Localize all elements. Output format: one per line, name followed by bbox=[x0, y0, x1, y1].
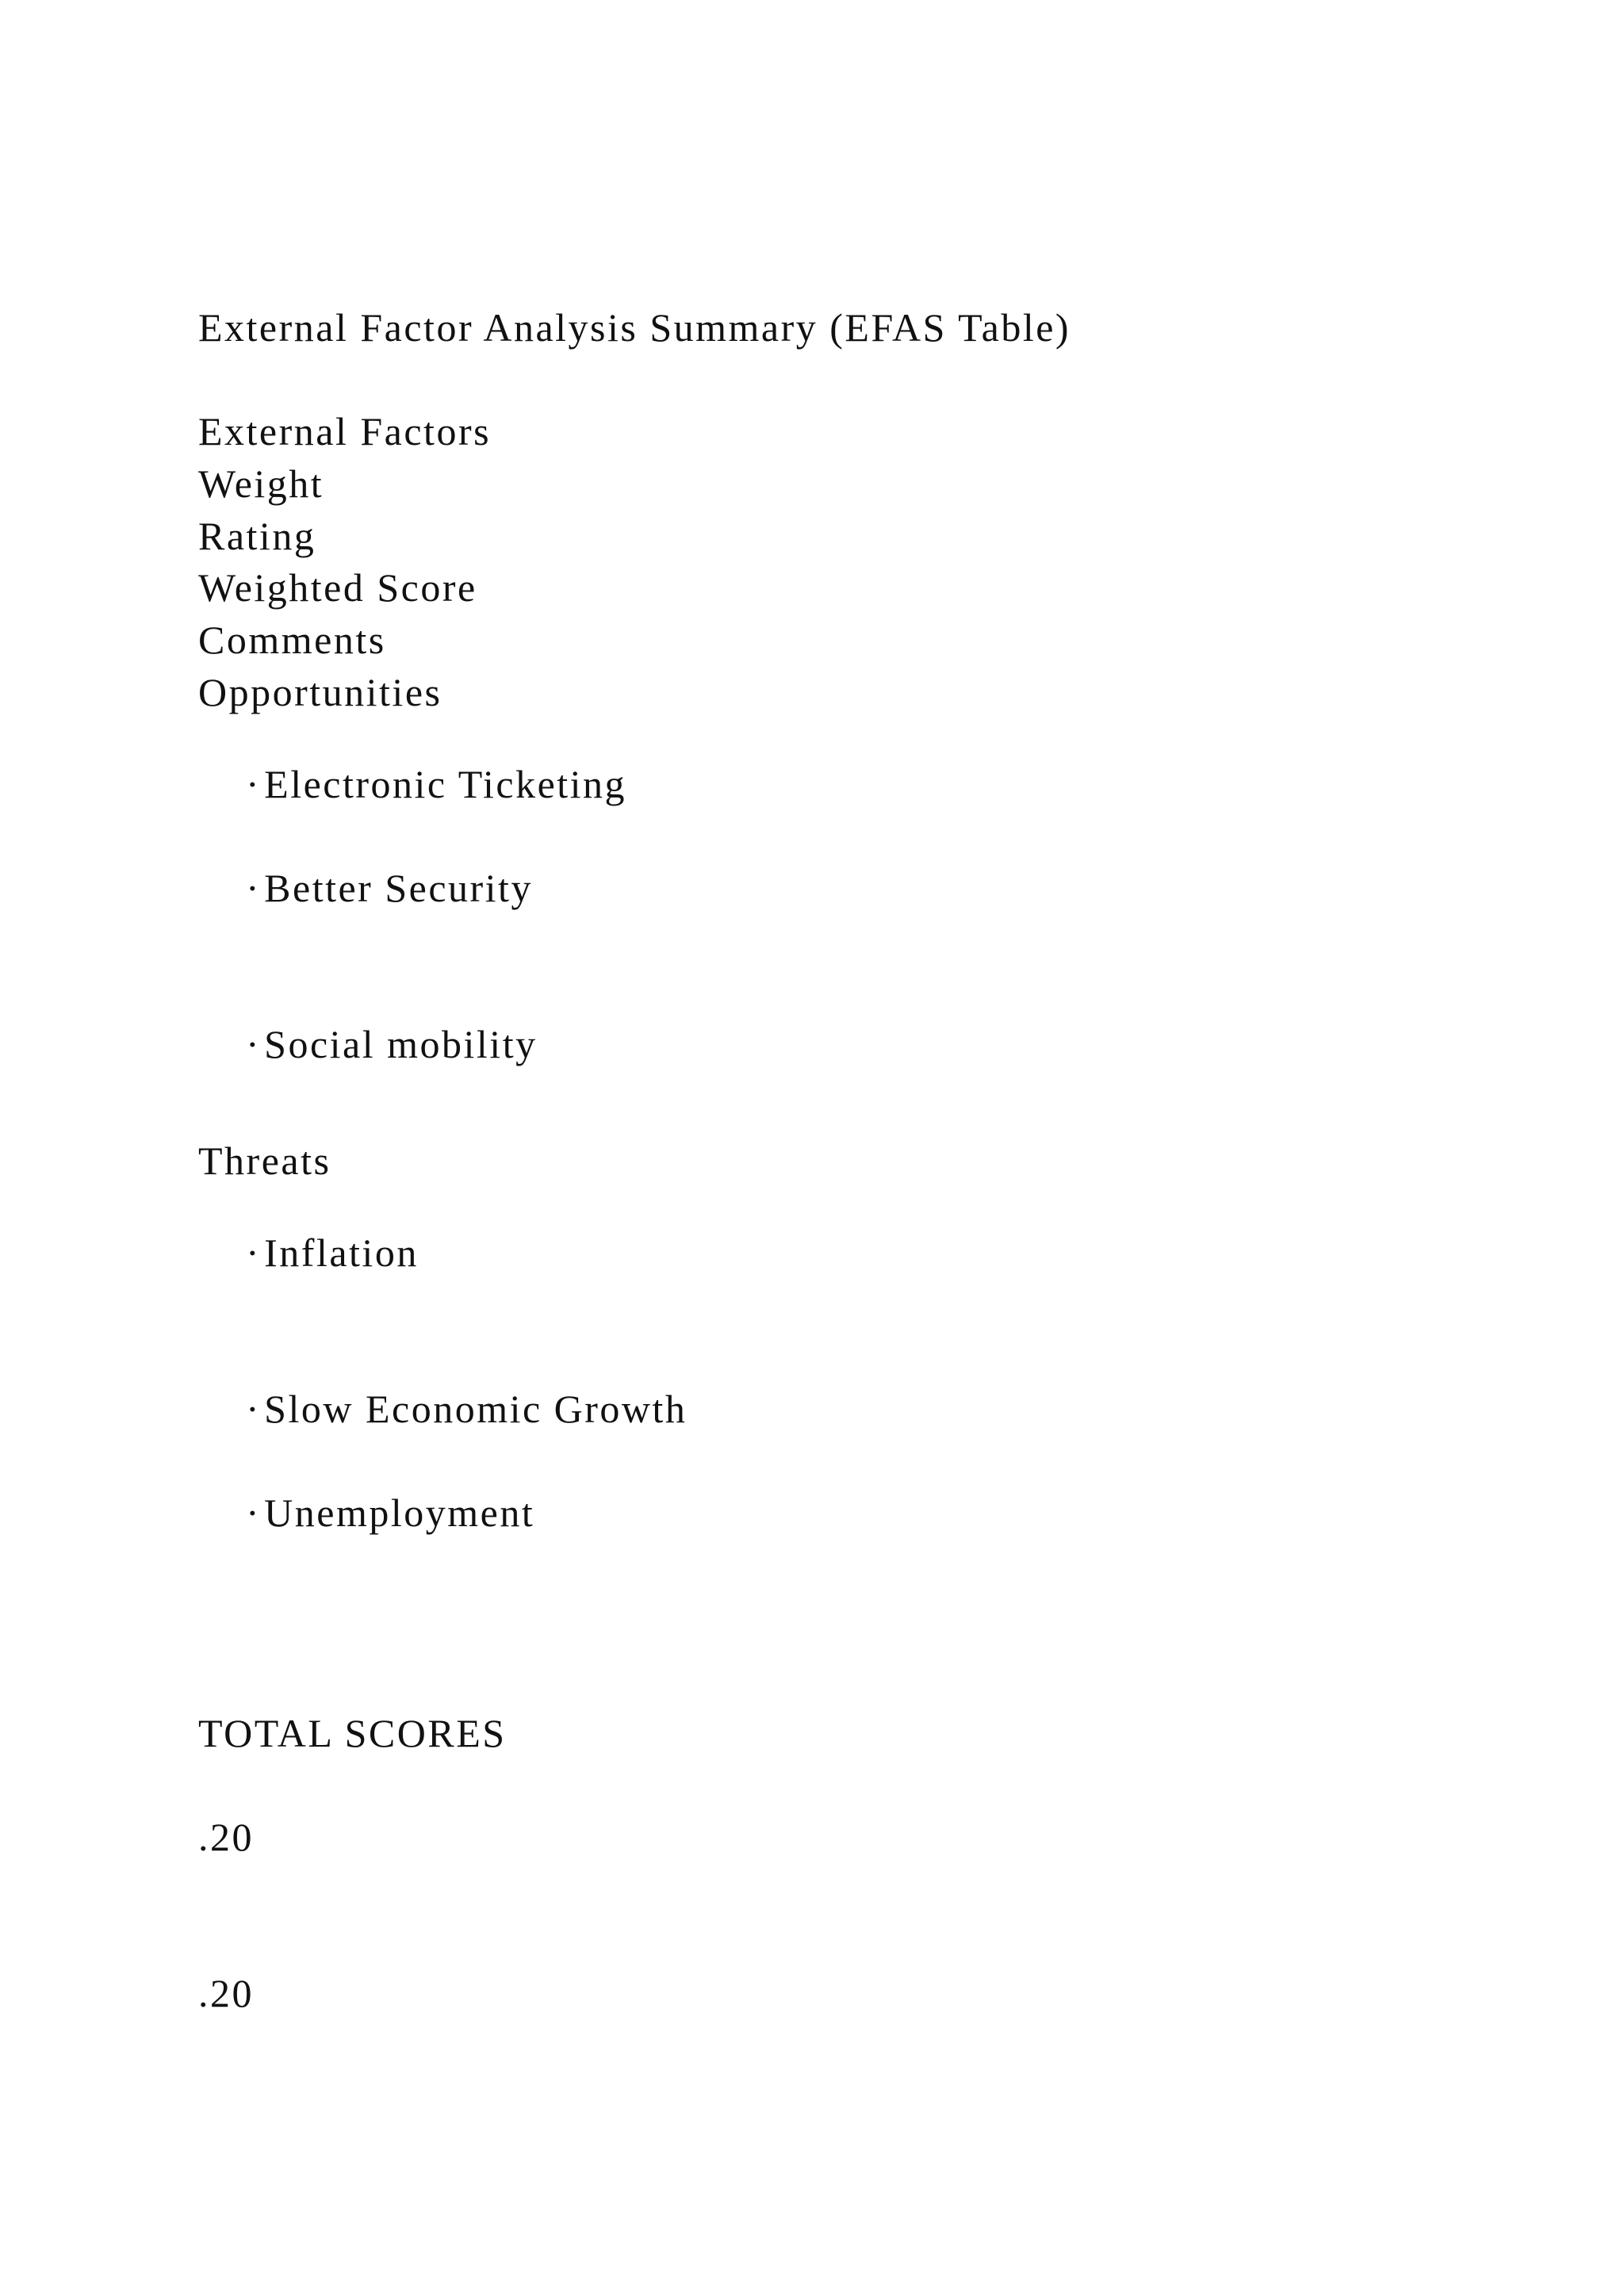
threat-label: Slow Economic Growth bbox=[264, 1387, 688, 1431]
bullet-icon: · bbox=[246, 866, 262, 910]
header-external-factors: External Factors bbox=[198, 409, 492, 453]
bullet-icon: · bbox=[246, 762, 262, 806]
threat-label: Inflation bbox=[264, 1230, 419, 1275]
opportunity-label: Electronic Ticketing bbox=[264, 762, 627, 806]
header-rating: Rating bbox=[198, 514, 316, 558]
bullet-icon: · bbox=[246, 1387, 262, 1431]
threat-label: Unemployment bbox=[264, 1490, 535, 1535]
document-title: External Factor Analysis Summary (EFAS Table) bbox=[198, 305, 1071, 350]
opportunity-item bbox=[198, 985, 538, 1104]
threat-item bbox=[198, 1193, 419, 1312]
opportunities-heading: Opportunities bbox=[198, 670, 442, 714]
header-weighted-score: Weighted Score bbox=[198, 565, 477, 610]
weight-value: .20 bbox=[198, 1971, 254, 2015]
opportunity-item bbox=[198, 725, 626, 844]
opportunity-label: Social mobility bbox=[264, 1022, 538, 1066]
weight-value: .20 bbox=[198, 1815, 254, 1859]
bullet-icon: · bbox=[246, 1230, 262, 1275]
opportunity-item bbox=[198, 828, 533, 947]
bullet-icon: · bbox=[246, 1490, 262, 1535]
header-weight: Weight bbox=[198, 461, 324, 506]
header-comments: Comments bbox=[198, 618, 386, 662]
threat-item bbox=[198, 1349, 687, 1468]
bullet-icon: · bbox=[246, 1022, 262, 1066]
threats-heading: Threats bbox=[198, 1138, 331, 1183]
opportunity-label: Better Security bbox=[264, 866, 533, 910]
total-scores-label: TOTAL SCORES bbox=[198, 1711, 507, 1755]
threat-item bbox=[198, 1453, 534, 1572]
